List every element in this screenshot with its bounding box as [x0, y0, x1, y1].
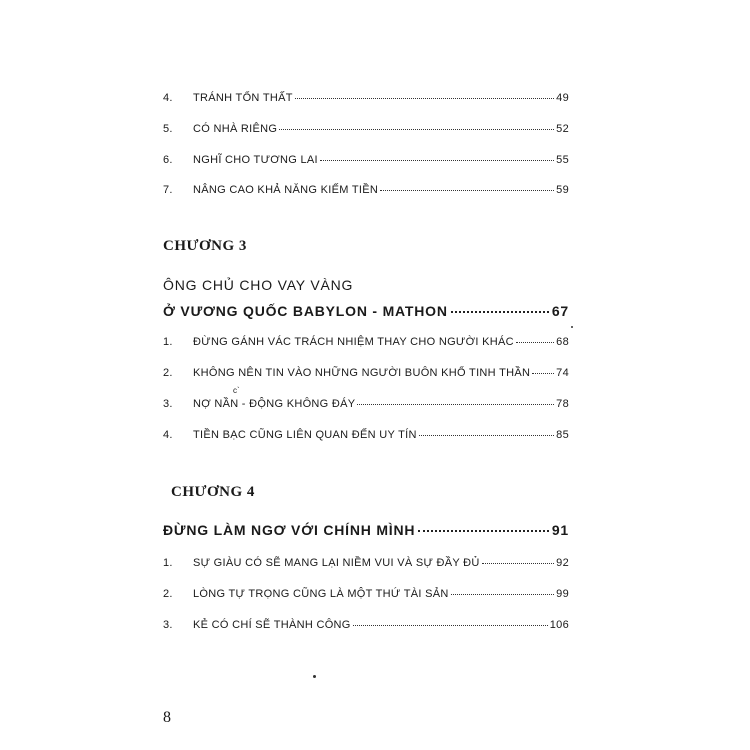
print-speck [313, 675, 316, 678]
page-number: 8 [163, 709, 171, 726]
entry-number: 1. [163, 336, 173, 348]
dot-leader [532, 373, 554, 374]
chapter-heading-text: ĐỪNG LÀM NGƠ VỚI CHÍNH MÌNH [163, 522, 416, 538]
dot-leader [451, 311, 549, 313]
heading-page: 91 [551, 522, 569, 538]
heading-page: 67 [551, 303, 569, 319]
toc-entry[interactable] [163, 184, 569, 196]
chapter-heading-line1: ÔNG CHỦ CHO VAY VÀNG [163, 277, 354, 293]
dot-leader [451, 594, 555, 595]
toc-entry[interactable] [163, 588, 569, 600]
entry-number: 1. [163, 557, 173, 569]
entry-title: NGHĨ CHO TƯƠNG LAI [193, 154, 318, 166]
chapter-label: CHƯƠNG 3 [163, 238, 247, 254]
entry-title: KẺ CÓ CHÍ SẼ THÀNH CÔNG [193, 619, 351, 631]
entry-page: 68 [556, 336, 569, 348]
dot-leader [419, 435, 554, 436]
entry-page: 74 [556, 367, 569, 379]
chapter-label: CHƯƠNG 4 [171, 484, 255, 500]
entry-page: 106 [549, 619, 569, 631]
entry-number: 3. [163, 398, 173, 410]
entry-number: 5. [163, 123, 173, 135]
print-speck [571, 326, 573, 328]
dot-leader [482, 563, 554, 564]
entry-title: ĐỪNG GÁNH VÁC TRÁCH NHIỆM THAY CHO NGƯỜI KHÁC [193, 336, 514, 348]
toc-entry[interactable] [163, 557, 569, 569]
entry-page: 78 [556, 398, 569, 410]
entry-title: NỢ NẦN - ĐỘNG KHÔNG ĐÁY [193, 398, 356, 410]
dot-leader [380, 190, 554, 191]
chapter-heading[interactable] [163, 303, 569, 319]
entry-number: 4. [163, 92, 173, 104]
entry-number: 3. [163, 619, 173, 631]
dot-leader [279, 129, 554, 130]
entry-title: NÂNG CAO KHẢ NĂNG KIẾM TIỀN [193, 184, 379, 196]
toc-entry[interactable] [163, 92, 569, 104]
entry-title: TRÁNH TỔN THẤT [193, 92, 293, 104]
chapter-heading-line2: Ở VƯƠNG QUỐC BABYLON - MATHON [163, 303, 448, 319]
toc-entry[interactable] [163, 336, 569, 348]
entry-page: 49 [556, 92, 569, 104]
entry-title: KHÔNG NÊN TIN VÀO NHỮNG NGƯỜI BUÔN KHỔ TINH THẦN [193, 367, 531, 379]
entry-page: 55 [556, 154, 569, 166]
dot-leader [418, 530, 548, 532]
dot-leader [295, 98, 554, 99]
entry-page: 85 [556, 429, 569, 441]
toc-entry[interactable] [163, 619, 569, 631]
chapter-heading[interactable] [163, 522, 569, 538]
entry-number: 7. [163, 184, 173, 196]
entry-title: SỰ GIÀU CÓ SẼ MANG LẠI NIỀM VUI VÀ SỰ ĐẦY ĐỦ [193, 557, 480, 569]
entry-title: CÓ NHÀ RIÊNG [193, 123, 278, 135]
entry-page: 99 [556, 588, 569, 600]
toc-entry[interactable] [163, 429, 569, 441]
handwritten-mark: c` [233, 386, 240, 395]
entry-page: 59 [556, 184, 569, 196]
entry-number: 2. [163, 367, 173, 379]
entry-number: 2. [163, 588, 173, 600]
dot-leader [516, 342, 554, 343]
entry-number: 4. [163, 429, 173, 441]
entry-title: LÒNG TỰ TRỌNG CŨNG LÀ MỘT THỨ TÀI SẢN [193, 588, 449, 600]
toc-entry[interactable] [163, 123, 569, 135]
entry-page: 52 [556, 123, 569, 135]
entry-title: TIỀN BẠC CŨNG LIÊN QUAN ĐẾN UY TÍN [193, 429, 417, 441]
dot-leader [353, 625, 548, 626]
dot-leader [357, 404, 554, 405]
dot-leader [320, 160, 554, 161]
toc-entry[interactable] [163, 154, 569, 166]
toc-entry[interactable] [163, 367, 569, 379]
toc-entry[interactable] [163, 398, 569, 410]
entry-number: 6. [163, 154, 173, 166]
entry-page: 92 [556, 557, 569, 569]
